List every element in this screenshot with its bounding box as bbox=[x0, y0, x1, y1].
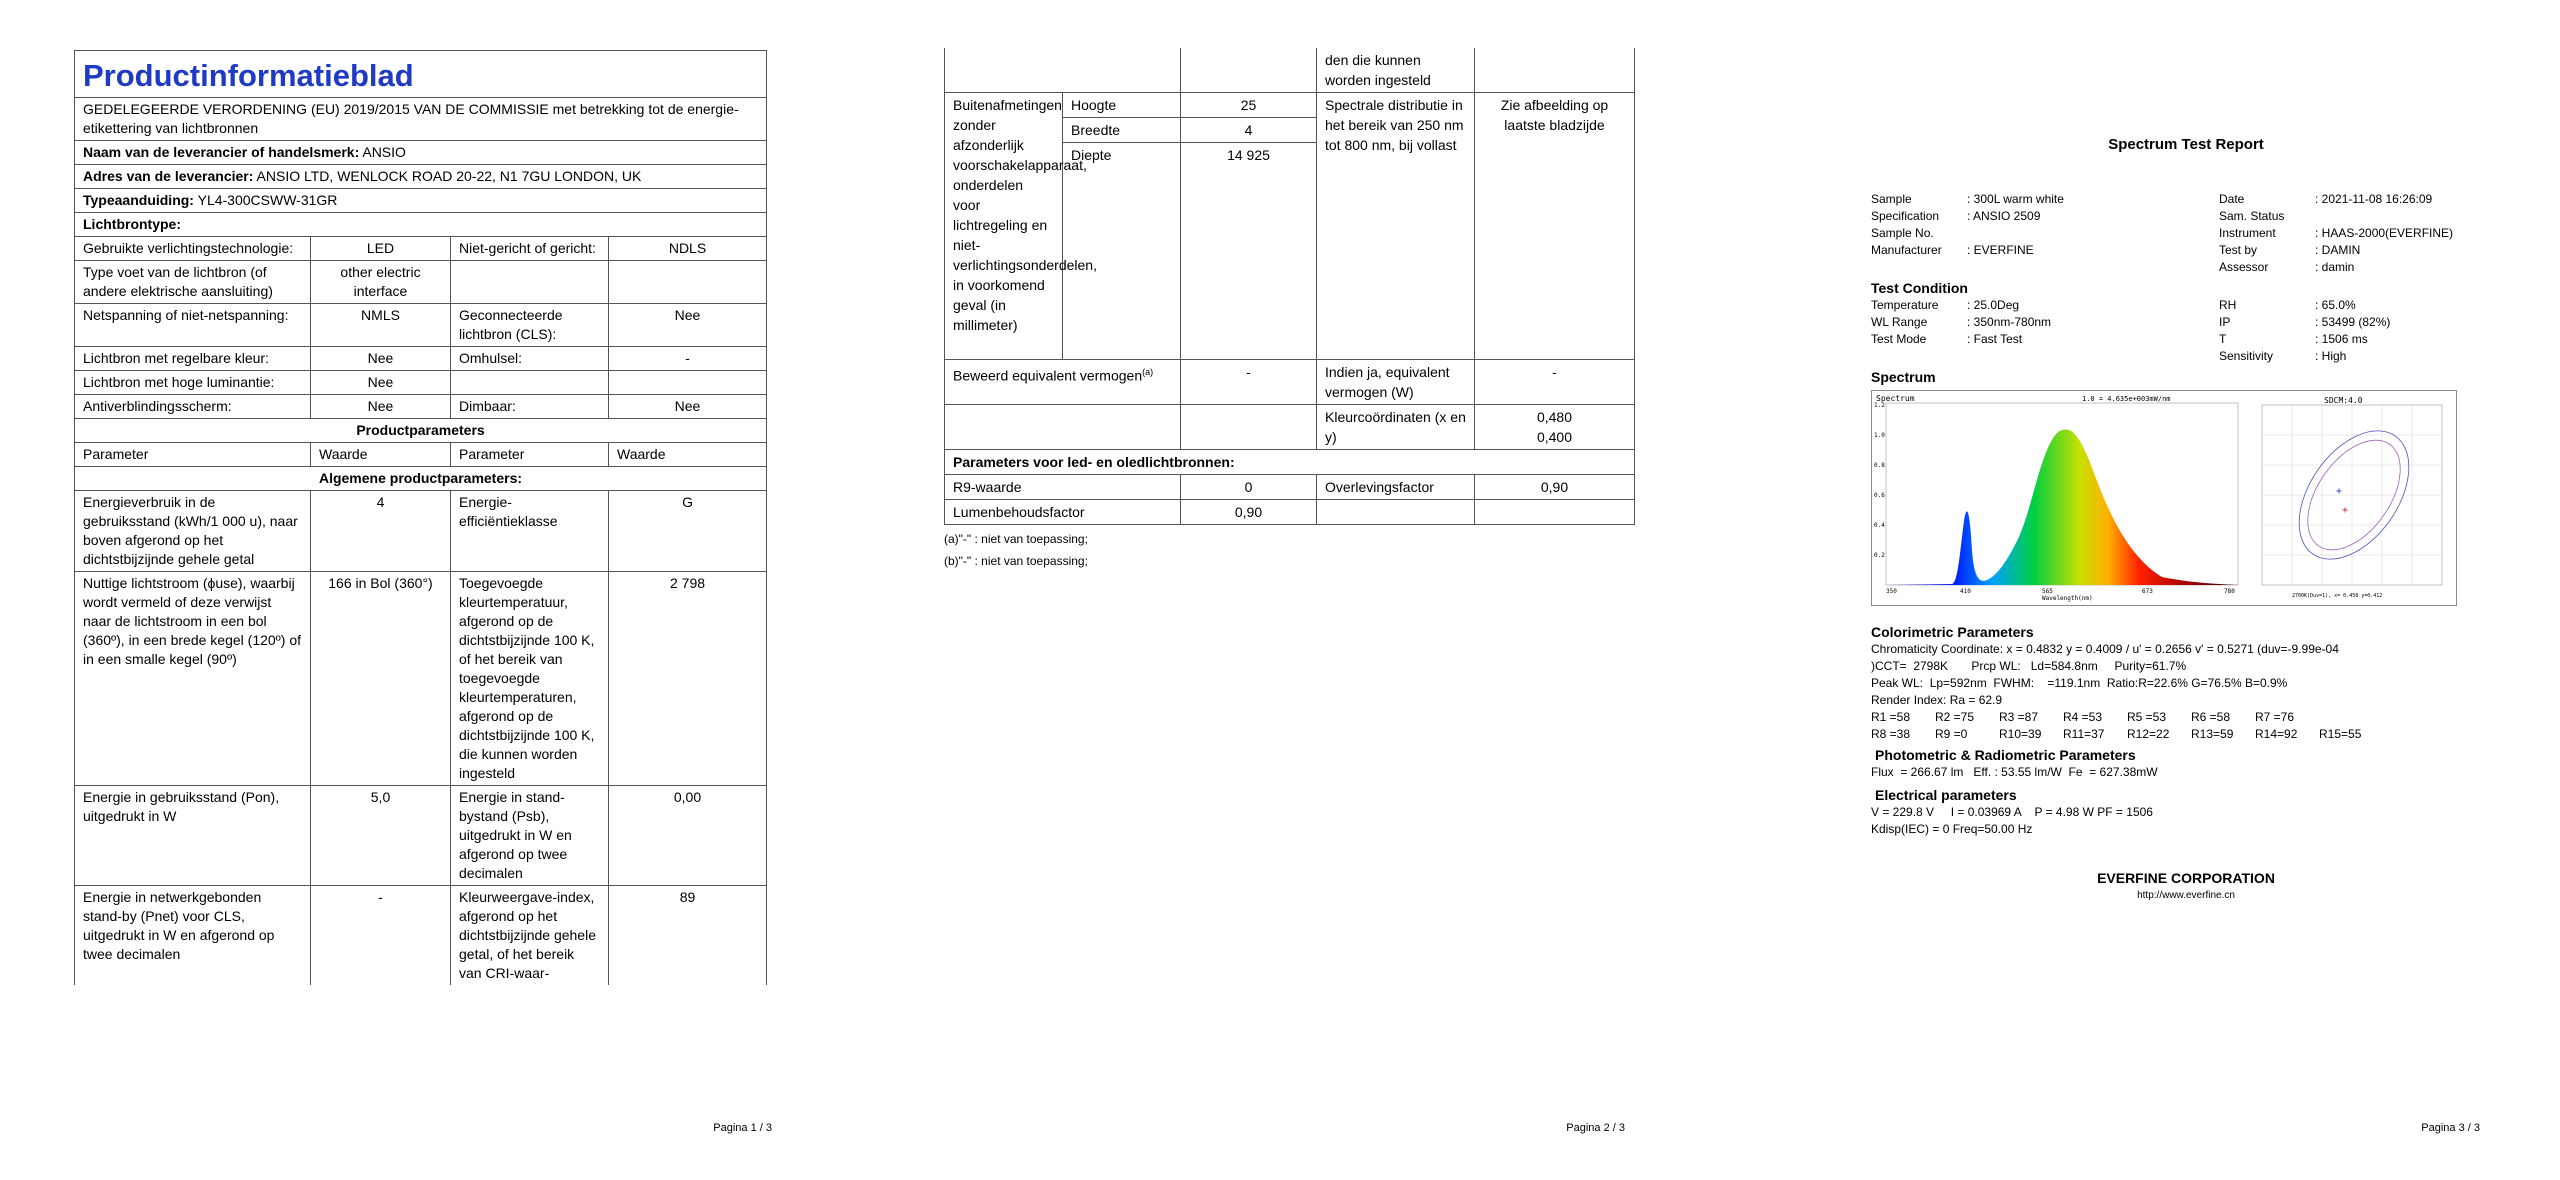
type-label: Typeaanduiding: bbox=[83, 192, 194, 208]
r9-value: 0 bbox=[1181, 475, 1317, 500]
table-cell: Energie-efficiëntieklasse bbox=[451, 491, 609, 572]
render-index-value: R11=37 bbox=[2063, 727, 2105, 741]
render-index-value: R8 =38 bbox=[1871, 727, 1911, 741]
sdcm-grid bbox=[2262, 405, 2442, 585]
page-number: Pagina 2 / 3 bbox=[1566, 1122, 1625, 1134]
render-index-value: R2 =75 bbox=[1935, 710, 1975, 724]
render-index-value: R10=39 bbox=[1999, 727, 2042, 741]
cond-label: Sensitivity bbox=[2219, 349, 2274, 363]
spectrum-xticks bbox=[1886, 588, 2235, 595]
render-index-value: R14=92 bbox=[2255, 727, 2298, 741]
sample-info bbox=[1871, 191, 2501, 276]
led-params-heading: Parameters voor led- en oledlichtbronnen: bbox=[945, 450, 1635, 475]
equiv-label: Beweerd equivalent vermogen bbox=[953, 367, 1143, 384]
table-cell: Gebruikte verlichtingstechnologie: bbox=[75, 237, 311, 261]
info-label: Test by bbox=[2219, 243, 2258, 257]
table-cell: 166 in Bol (360°) bbox=[311, 572, 451, 786]
dim-name: Hoogte bbox=[1063, 93, 1181, 118]
table-cell: Energie in gebruiksstand (Pon), uitgedrukt in W bbox=[75, 786, 311, 886]
table-cell: Geconnecteerde lichtbron (CLS): bbox=[451, 304, 609, 347]
x-tick-label: 350 bbox=[1886, 588, 1897, 595]
cond-value: : 65.0% bbox=[2315, 298, 2356, 312]
y-tick-label: 0.2 bbox=[1874, 552, 1885, 559]
test-conditions bbox=[1871, 297, 2501, 365]
table-cell bbox=[1181, 48, 1317, 93]
page-2 bbox=[852, 0, 1705, 1180]
spectrum-figure bbox=[1871, 390, 2457, 606]
info-label: Assessor bbox=[2219, 260, 2269, 274]
table-cell: Nee bbox=[609, 395, 767, 419]
spectrum-chart-title: Spectrum bbox=[1876, 394, 1915, 403]
column-header: Waarde bbox=[609, 443, 767, 467]
render-index-value: R7 =76 bbox=[2255, 710, 2295, 724]
table-cell bbox=[1181, 405, 1317, 450]
info-value: : damin bbox=[2315, 260, 2355, 274]
x-tick-label: 673 bbox=[2142, 588, 2153, 595]
dims-label: Buitenafmetingen zonder afzonderlijk voorschakelapparaat, onderdelen voor lichtregeling en niet-verlichtingsonderdelen, in voorkomend geval (in millimeter) bbox=[945, 93, 1063, 360]
info-label: Sample bbox=[1871, 192, 1912, 206]
cond-value: : 53499 (82%) bbox=[2315, 315, 2391, 329]
sdcm-title: SDCM:4.0 bbox=[2324, 396, 2363, 405]
chroma-y: 0,400 bbox=[1536, 429, 1573, 445]
table-cell bbox=[451, 371, 609, 395]
y-tick-label: 1.2 bbox=[1874, 402, 1885, 409]
column-header: Waarde bbox=[311, 443, 451, 467]
dim-value: 14 925 bbox=[1181, 143, 1317, 360]
cond-label: RH bbox=[2219, 298, 2237, 312]
lumen-label: Lumenbehoudsfactor bbox=[945, 500, 1181, 525]
electrical-line: V = 229.8 V I = 0.03969 A P = 4.98 W PF = 1506 bbox=[1871, 805, 2153, 819]
table-cell: 89 bbox=[609, 886, 767, 986]
spectrum-yticks bbox=[1874, 402, 1885, 559]
render-index-value: R5 =53 bbox=[2127, 710, 2167, 724]
sdcm-plot bbox=[2262, 396, 2442, 599]
render-index-value: R3 =87 bbox=[1999, 710, 2039, 724]
dim-name: Breedte bbox=[1063, 118, 1181, 143]
table-cell: Niet-gericht of gericht: bbox=[451, 237, 609, 261]
table-cell: 5,0 bbox=[311, 786, 451, 886]
spectrum-report bbox=[1871, 136, 2501, 904]
spectral-value: Zie afbeelding op laatste bladzijde bbox=[1475, 93, 1635, 360]
info-value bbox=[1967, 259, 2219, 276]
spectrum-svg bbox=[1872, 391, 2456, 605]
spectrum-scale-label: 1.0 = 4.635e+003mW/nm bbox=[2082, 395, 2171, 403]
y-tick-label: 0.8 bbox=[1874, 462, 1885, 469]
y-tick-label: 1.0 bbox=[1874, 432, 1885, 439]
r9-label: R9-waarde bbox=[945, 475, 1181, 500]
lightsource-type-label: Lichtbrontype: bbox=[75, 213, 767, 237]
info-value: : EVERFINE bbox=[1967, 243, 2034, 257]
render-index-value: R15=55 bbox=[2319, 727, 2362, 741]
cond-value: : 25.0Deg bbox=[1967, 298, 2020, 312]
table-cell: den die kunnen worden ingesteld bbox=[1317, 48, 1475, 93]
dim-name: Diepte bbox=[1063, 143, 1181, 360]
type-row bbox=[75, 189, 767, 213]
footnotes bbox=[944, 528, 1088, 572]
chroma-values bbox=[1475, 405, 1635, 450]
info-label bbox=[1871, 259, 1967, 276]
table-cell: NMLS bbox=[311, 304, 451, 347]
survival-value: 0,90 bbox=[1475, 475, 1635, 500]
info-label: Instrument bbox=[2219, 226, 2276, 240]
equiv-yes-label: Indien ja, equivalent vermogen (W) bbox=[1317, 360, 1475, 405]
cond-label: WL Range bbox=[1871, 315, 1928, 329]
cond-value: : 1506 ms bbox=[2315, 332, 2368, 346]
table-cell: - bbox=[609, 347, 767, 371]
info-label: Sample No. bbox=[1871, 226, 1934, 240]
table-cell: - bbox=[311, 886, 451, 986]
table-cell bbox=[1317, 500, 1475, 525]
dim-value: 25 bbox=[1181, 93, 1317, 118]
info-value: : 2021-11-08 16:26:09 bbox=[2315, 192, 2433, 206]
table-cell: Toegevoegde kleurtemperatuur, afgerond op de dichtstbijzijnde 100 K, of het bereik van toegevoegde kleurtemperaturen, afgerond op de dichtstbijzijnde 100 K, die kunnen worden ingesteld bbox=[451, 572, 609, 786]
chroma-label: Kleurcoördinaten (x en y) bbox=[1317, 405, 1475, 450]
cond-value: : Fast Test bbox=[1967, 332, 2023, 346]
equiv-yes-value: - bbox=[1475, 360, 1635, 405]
address-value: ANSIO LTD, WENLOCK ROAD 20-22, N1 7GU LONDON, UK bbox=[256, 168, 642, 184]
cond-label bbox=[1871, 348, 1967, 365]
table-cell bbox=[1475, 500, 1635, 525]
cond-label: T bbox=[2219, 332, 2227, 346]
photometric-line: Flux = 266.67 lm Eff. : 53.55 lm/W Fe = 627.38mW bbox=[1871, 765, 2158, 779]
colorimetric-heading: Colorimetric Parameters bbox=[1871, 624, 2034, 640]
measured-point-marker: + bbox=[2342, 505, 2349, 516]
supplier-row bbox=[75, 141, 767, 165]
colorimetric-line: Render Index: Ra = 62.9 bbox=[1871, 693, 2003, 707]
table-cell: Lichtbron met regelbare kleur: bbox=[75, 347, 311, 371]
page-3 bbox=[1705, 0, 2560, 1180]
table-cell: Energieverbruik in de gebruiksstand (kWh/1 000 u), naar boven afgerond op het dichtstbijzijnde gehele getal bbox=[75, 491, 311, 572]
spectrum-curve bbox=[1886, 429, 2238, 585]
table-cell: other electric interface bbox=[311, 261, 451, 304]
table-cell bbox=[609, 371, 767, 395]
render-index-row bbox=[1871, 726, 2501, 743]
page-1 bbox=[0, 0, 852, 1180]
table-cell: LED bbox=[311, 237, 451, 261]
table-cell: Nuttige lichtstroom (ϕuse), waarbij wordt vermeld of deze verwijst naar de lichtstroom in een bol (360º), in een brede kegel (120º) of in een smalle kegel (90º) bbox=[75, 572, 311, 786]
render-index-value: R4 =53 bbox=[2063, 710, 2103, 724]
x-tick-label: 780 bbox=[2224, 588, 2235, 595]
render-index-value: R1 =58 bbox=[1871, 710, 1911, 724]
table-cell: Kleurweergave-index, afgerond op het dichtstbijzijnde gehele getal, of het bereik van CRI-waar- bbox=[451, 886, 609, 986]
cond-label: Temperature bbox=[1871, 298, 1939, 312]
table-cell: 2 798 bbox=[609, 572, 767, 786]
spectrum-xlabel: Wavelength(nm) bbox=[2042, 595, 2093, 602]
spectrum-heading: Spectrum bbox=[1871, 369, 1936, 385]
type-value: YL4-300CSWW-31GR bbox=[197, 192, 338, 208]
regulation-text: GEDELEGEERDE VERORDENING (EU) 2019/2015 VAN DE COMMISSIE met betrekking tot de energie-etikettering van lichtbronnen bbox=[75, 98, 767, 141]
page-number: Pagina 1 / 3 bbox=[713, 1122, 772, 1134]
spectral-label: Spectrale distributie in het bereik van 250 nm tot 800 nm, bij vollast bbox=[1317, 93, 1475, 360]
cond-value: : High bbox=[2315, 349, 2347, 363]
page-title: Productinformatieblad bbox=[75, 51, 767, 98]
colorimetric-line: )CCT= 2798K Prcp WL: Ld=584.8nm Purity=61.7% bbox=[1871, 659, 2187, 673]
y-tick-label: 0.4 bbox=[1874, 522, 1885, 529]
electrical-line: Kdisp(IEC) = 0 Freq=50.00 Hz bbox=[1871, 822, 2033, 836]
table-cell: Antiverblindingsscherm: bbox=[75, 395, 311, 419]
sdcm-footer: 2700K(Duv=1), x= 0.458 y=0.412 bbox=[2292, 593, 2383, 599]
table-cell: Nee bbox=[609, 304, 767, 347]
supplier-label: Naam van de leverancier of handelsmerk: bbox=[83, 144, 360, 160]
table-cell: Lichtbron met hoge luminantie: bbox=[75, 371, 311, 395]
general-params-heading: Algemene productparameters: bbox=[75, 467, 767, 491]
table-cell: Nee bbox=[311, 395, 451, 419]
table-cell bbox=[945, 48, 1181, 93]
table-cell: Nee bbox=[311, 371, 451, 395]
equiv-sup: (a) bbox=[1142, 367, 1154, 377]
table-cell: NDLS bbox=[609, 237, 767, 261]
colorimetric-line: Chromaticity Coordinate: x = 0.4832 y = 0.4009 / u' = 0.2656 v' = 0.5271 (duv=-9.99e-04 bbox=[1871, 642, 2339, 656]
info-value bbox=[2315, 208, 2495, 225]
table-cell bbox=[945, 405, 1181, 450]
test-condition-heading: Test Condition bbox=[1871, 280, 1968, 296]
table-cell: Dimbaar: bbox=[451, 395, 609, 419]
table-cell: 4 bbox=[311, 491, 451, 572]
table-cell: Energie in stand-bystand (Psb), uitgedrukt in W en afgerond op twee decimalen bbox=[451, 786, 609, 886]
info-value: : DAMIN bbox=[2315, 243, 2361, 257]
dim-value: 4 bbox=[1181, 118, 1317, 143]
render-index-value: R9 =0 bbox=[1935, 727, 1968, 741]
table-cell: Energie in netwerkgebonden stand-by (Pnet) voor CLS, uitgedrukt in W en afgerond op twee decimalen bbox=[75, 886, 311, 986]
photometric-heading: Photometric & Radiometric Parameters bbox=[1875, 747, 2136, 763]
equiv-value: - bbox=[1181, 360, 1317, 405]
product-info-table bbox=[74, 50, 767, 985]
cond-value: : 350nm-780nm bbox=[1967, 315, 2052, 329]
chroma-x: 0,480 bbox=[1536, 409, 1573, 425]
column-header: Parameter bbox=[451, 443, 609, 467]
table-cell: Omhulsel: bbox=[451, 347, 609, 371]
address-row bbox=[75, 165, 767, 189]
table-cell: Type voet van de lichtbron (of andere elektrische aansluiting) bbox=[75, 261, 311, 304]
target-point-marker: + bbox=[2336, 486, 2343, 497]
table-cell: G bbox=[609, 491, 767, 572]
corporation-name: EVERFINE CORPORATION bbox=[2097, 870, 2275, 886]
render-index-value: R6 =58 bbox=[2191, 710, 2231, 724]
info-value: : HAAS-2000(EVERFINE) bbox=[2315, 226, 2454, 240]
render-index-row bbox=[1871, 709, 2501, 726]
render-index-value: R13=59 bbox=[2191, 727, 2234, 741]
table-cell: Netspanning of niet-netspanning: bbox=[75, 304, 311, 347]
lumen-value: 0,90 bbox=[1181, 500, 1317, 525]
info-label: Manufacturer bbox=[1871, 243, 1942, 257]
address-label: Adres van de leverancier: bbox=[83, 168, 254, 184]
supplier-value: ANSIO bbox=[362, 144, 406, 160]
column-header: Parameter bbox=[75, 443, 311, 467]
y-tick-label: 0.6 bbox=[1874, 492, 1885, 499]
table-cell bbox=[1475, 48, 1635, 93]
cond-label: Test Mode bbox=[1871, 332, 1927, 346]
table-cell: Nee bbox=[311, 347, 451, 371]
x-tick-label: 410 bbox=[1960, 588, 1971, 595]
footnote-a: (a)"-" : niet van toepassing; bbox=[944, 532, 1088, 546]
table-cell bbox=[451, 261, 609, 304]
electrical-heading: Electrical parameters bbox=[1875, 787, 2017, 803]
cond-label: IP bbox=[2219, 315, 2231, 329]
page-number: Pagina 3 / 3 bbox=[2421, 1122, 2480, 1134]
colorimetric-line: Peak WL: Lp=592nm FWHM: =119.1nm Ratio:R=22.6% G=76.5% B=0.9% bbox=[1871, 676, 2288, 690]
equiv-label-cell bbox=[945, 360, 1181, 405]
info-label: Specification bbox=[1871, 209, 1940, 223]
info-value: : 300L warm white bbox=[1967, 192, 2064, 206]
product-info-table-cont bbox=[944, 48, 1635, 525]
render-index-value: R12=22 bbox=[2127, 727, 2170, 741]
product-params-heading: Productparameters bbox=[75, 419, 767, 443]
report-title: Spectrum Test Report bbox=[2108, 136, 2264, 153]
table-cell: 0,00 bbox=[609, 786, 767, 886]
footnote-b: (b)"-" : niet van toepassing; bbox=[944, 554, 1088, 568]
info-label: Sam. Status bbox=[2219, 209, 2285, 223]
corporation-url: http://www.everfine.cn bbox=[2137, 890, 2235, 901]
table-cell bbox=[609, 261, 767, 304]
x-tick-label: 565 bbox=[2042, 588, 2053, 595]
cond-value bbox=[1967, 348, 2219, 365]
survival-label: Overlevingsfactor bbox=[1317, 475, 1475, 500]
info-value: : ANSIO 2509 bbox=[1967, 209, 2041, 223]
info-value bbox=[1967, 225, 2219, 242]
info-label: Date bbox=[2219, 192, 2245, 206]
